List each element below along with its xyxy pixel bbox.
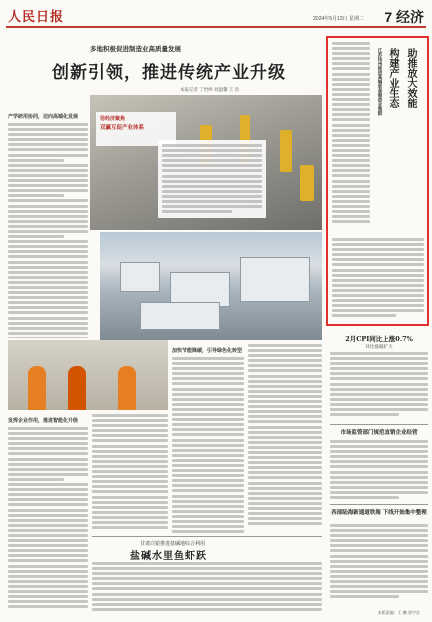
mid-column-1 xyxy=(92,414,168,534)
news-2-headline: 市场监管部门规范直销企业经营 xyxy=(340,430,418,436)
masthead xyxy=(6,6,426,28)
workers-photo xyxy=(8,340,168,410)
lead-kicker: 多地积极促进制造业高质量发展 xyxy=(90,45,181,53)
bottom-headline: 盐碱水里鱼虾跃 xyxy=(130,551,207,562)
divider xyxy=(330,504,428,505)
subhead-2: 加快节能降碳，引导绿色化转型 xyxy=(172,348,243,354)
lead-byline: 本报记者 丁怡婷 刘温馨 王 浩 xyxy=(180,87,239,92)
highlighted-article xyxy=(326,36,429,326)
divider xyxy=(330,424,428,425)
news-1-text xyxy=(330,352,428,422)
right-title-2: 助推放大效能 xyxy=(405,48,416,108)
bottom-text xyxy=(92,562,322,612)
factory-aerial-photo xyxy=(100,232,322,340)
right-kicker: 江苏扬州推进高端装备制造业集群 xyxy=(377,48,382,116)
caption-subtitle: 双赢互促产业体系 xyxy=(100,125,145,131)
feature-box-text xyxy=(158,140,266,218)
right-box-text-a xyxy=(332,42,370,232)
left-column-1 xyxy=(8,110,88,338)
subhead-3: 发挥企业作用，推进智能化升级 xyxy=(8,418,79,424)
news-1-headline: 2月CPI同比上涨0.7% xyxy=(345,335,413,343)
news-3-headline: 西部陆海新通道铁海 下线开始集中整理 xyxy=(331,510,427,516)
news-3-text xyxy=(330,524,428,604)
section-label: 7 经济 xyxy=(384,9,424,25)
left-column-2 xyxy=(8,414,88,614)
news-2-text xyxy=(330,440,428,502)
newspaper-logo: 人民日报 xyxy=(8,10,65,25)
caption-title: ⑩经济聚焦 xyxy=(100,116,126,122)
divider xyxy=(92,536,322,537)
page-footer: 本版责编：王 鹏 郭宇宏 xyxy=(377,610,420,615)
mid-column-2 xyxy=(172,344,244,534)
right-box-text-b xyxy=(332,238,424,322)
subhead-1: 产学研用协同，迈向高端化发展 xyxy=(8,114,79,120)
lead-headline: 创新引领，推进传统产业升级 xyxy=(52,63,286,83)
mid-column-3 xyxy=(248,344,322,534)
bottom-kicker: 甘肃白银推进盐碱地综合利用 xyxy=(140,541,206,547)
dateline: 2024年5月13日 星期二 xyxy=(313,16,364,22)
right-title-1: 构建产业生态 xyxy=(387,48,398,108)
news-1-sub: 环比涨幅扩大 xyxy=(365,345,393,350)
